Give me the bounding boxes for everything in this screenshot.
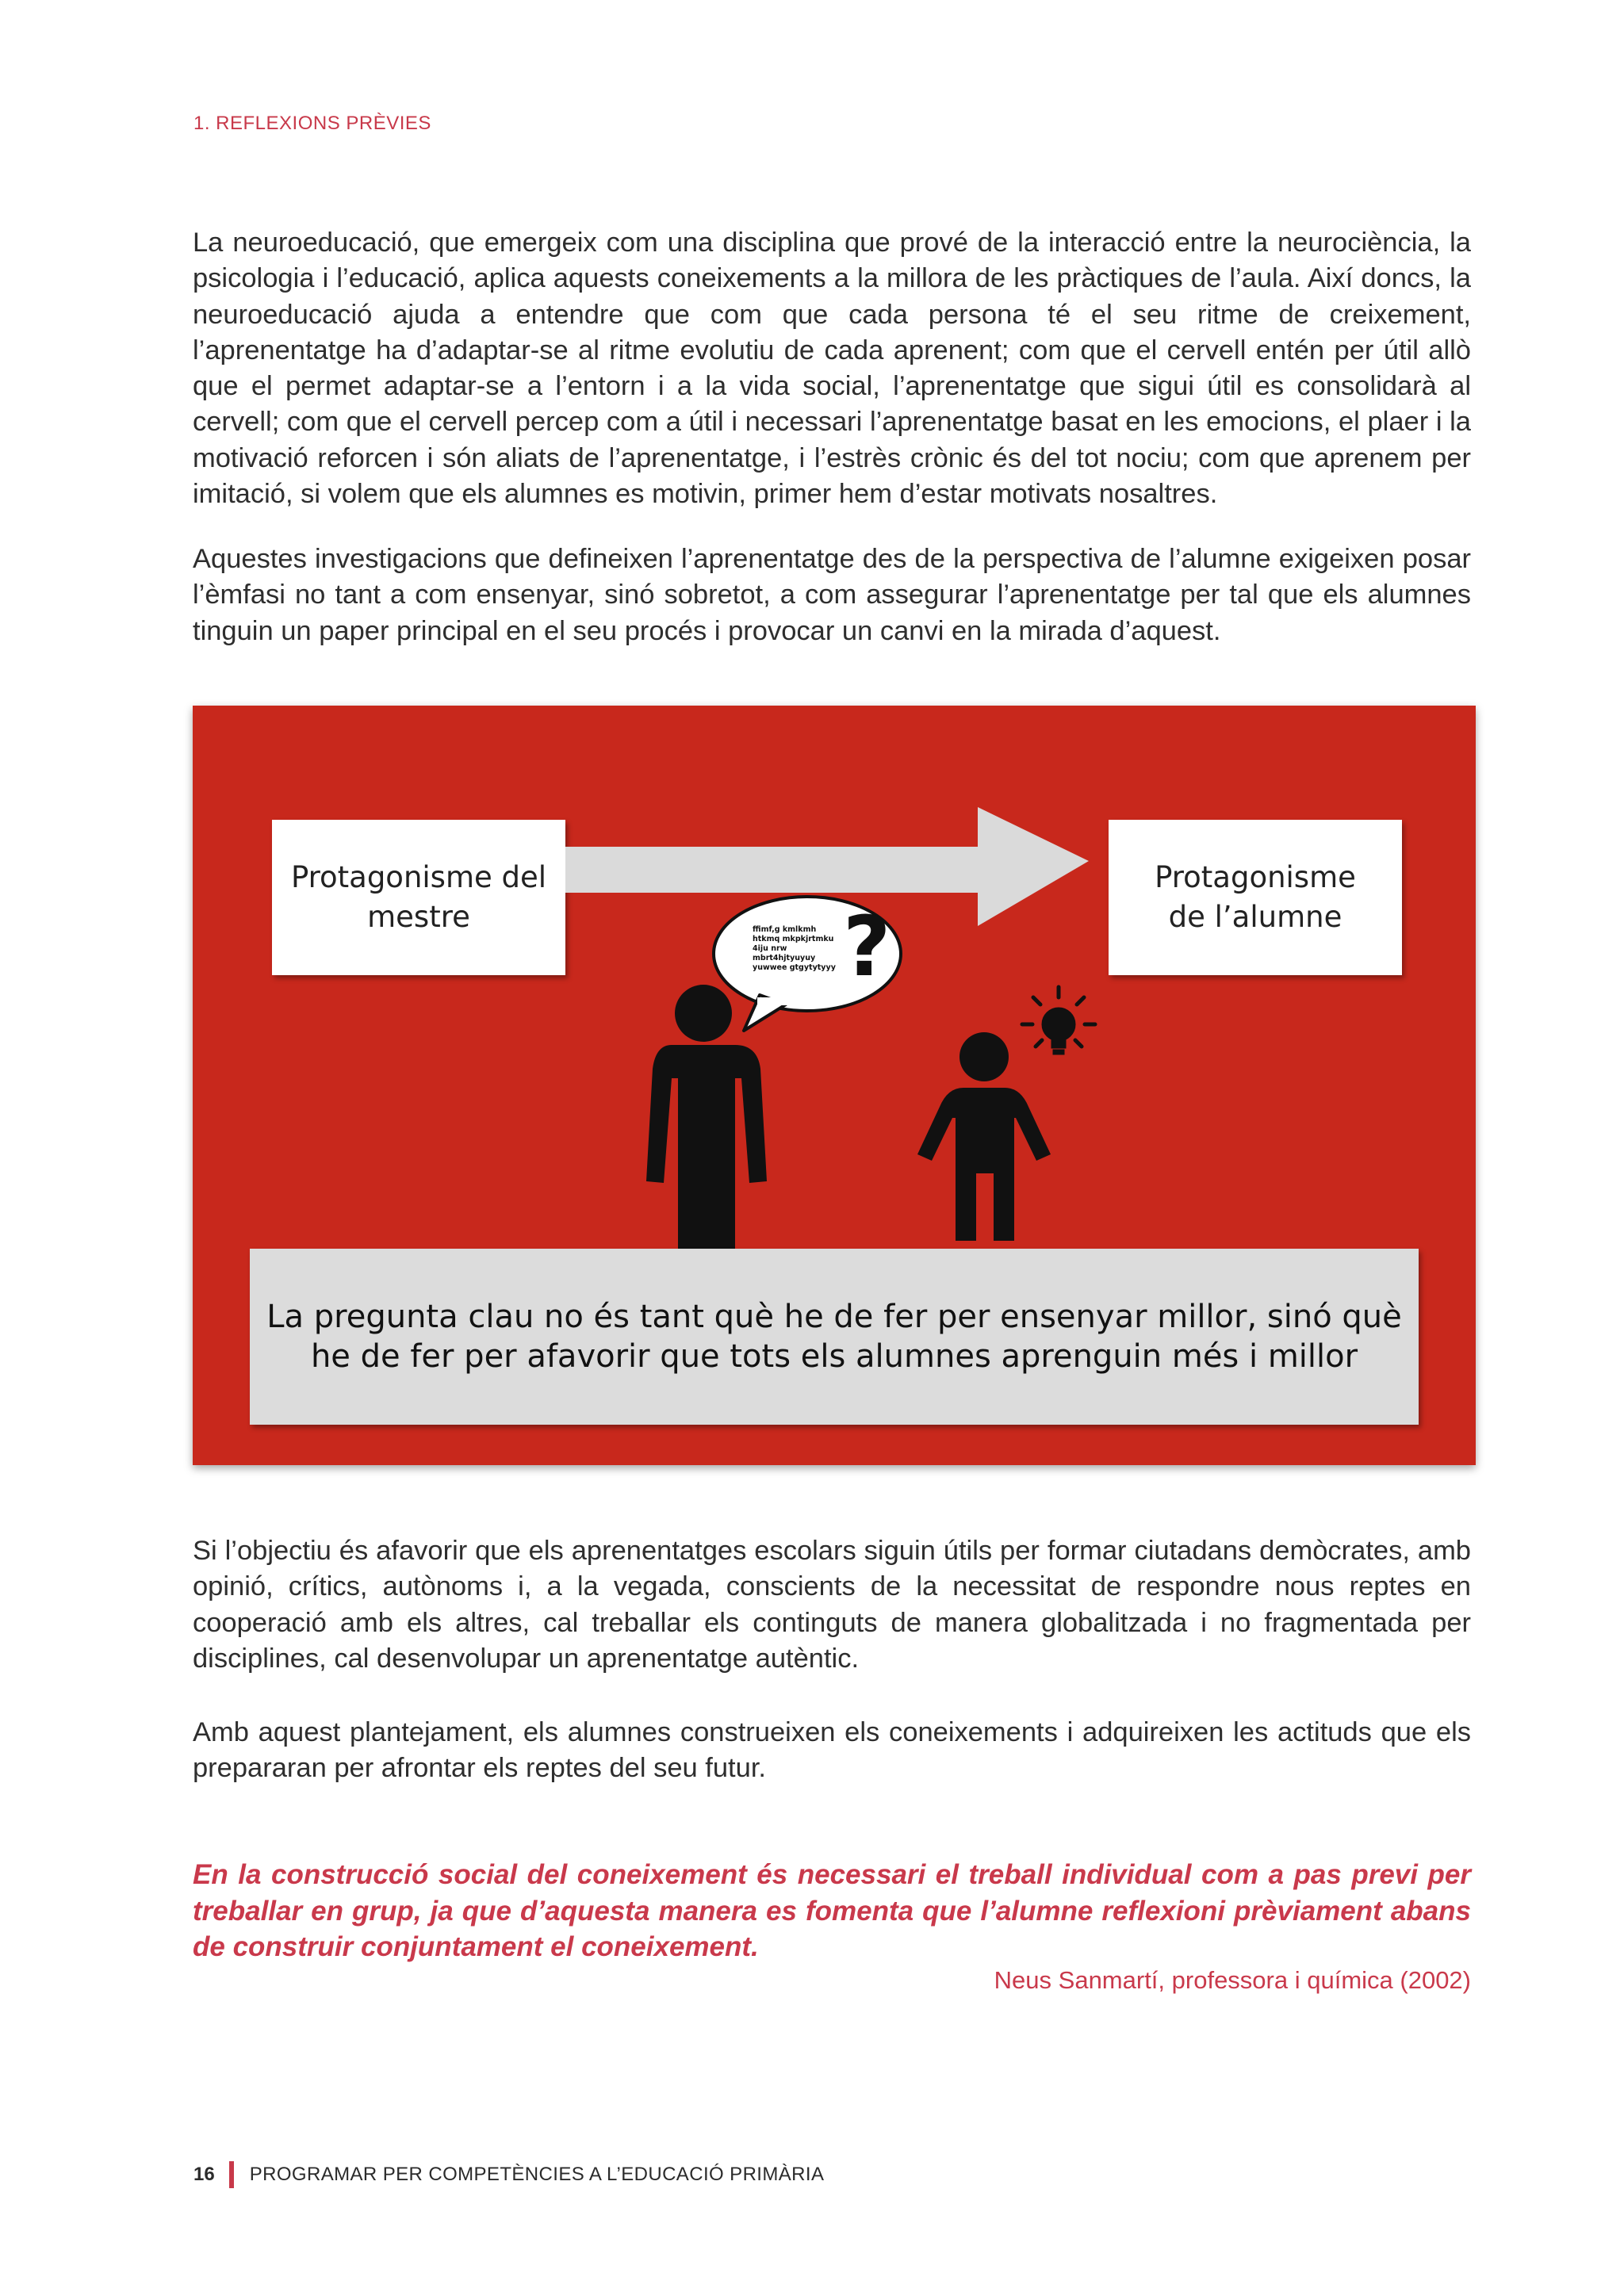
body-paragraph-2 — [193, 541, 1471, 649]
section-header: 1. REFLEXIONS PRÈVIES — [193, 113, 431, 134]
paragraph-text: Si l’objectiu és afavorir que els aprenentatges escolars siguin útils per formar ciutadans demòcrates, amb opinió, crítics, autònoms i, a la vegada, conscients de la necessitat de respondre nous reptes en cooperació amb els altres, cal treballar els continguts de manera globalitzada i no fragmentada per disciplines, cal desenvolupar un aprenentatge autèntic. — [193, 1536, 1471, 1674]
footer-divider — [229, 2161, 234, 2188]
book-title: PROGRAMAR PER COMPETÈNCIES A L’EDUCACIÓ PRIMÀRIA — [249, 2164, 825, 2185]
student-protagonism-box: Protagonisme de l’alumne — [1109, 820, 1402, 975]
bubble-scribble-text: ffimf,g kmlkmh htkmq mkpkjrtmku 4iju nrw mbrt4hjtyuyuy yuwwee gtgytytyyy — [753, 925, 836, 972]
page-number: 16 — [193, 2164, 215, 2185]
quote-author: Neus Sanmartí, professora i química (2002) — [994, 1966, 1471, 1994]
paragraph-text: Aquestes investigacions que defineixen l’aprenentatge des de la perspectiva de l’alumne exigeixen posar l’èmfasi no tant a com ensenyar, sinó sobretot, a com assegurar l’aprenentatge per tal que els alumnes tinguin un paper principal en el seu procés i provocar un canvi en la mirada d’aquest. — [193, 544, 1471, 646]
page-footer — [193, 2161, 824, 2188]
body-paragraph-4 — [193, 1715, 1471, 1787]
question-mark: ? — [843, 898, 891, 995]
teacher-protagonism-box: Protagonisme del mestre — [272, 820, 565, 975]
lightbulb-icon — [1022, 987, 1095, 1054]
student-figure-icon — [917, 1032, 1051, 1241]
paragraph-text: La neuroeducació, que emergeix com una disciplina que prové de la interacció entre la neurociència, la psicologia i l’educació, aplica aquests coneixements a la millora de les pràctiques de l’aula. Així doncs, la neuroeducació ajuda a entendre que com que cada persona té el seu ritme de creixement, l’aprenentatge ha d’adaptar-se al ritme evolutiu de cada aprenent; com que el cervell entén per útil allò que el permet adaptar-se a l’entorn i a la vida social, l’aprenentatge que sigui útil es consolidarà al cervell; com que el cervell percep com a útil i necessari l’aprenentatge basat en les emocions, el plaer i la motivació reforcen i són aliats de l’aprenentatge, i l’estrès crònic és del tot nociu; com que aprenem per imitació, si volem que els alumnes es motivin, primer hem d’estar motivats nosaltres. — [193, 228, 1471, 510]
paragraph-text: Amb aquest plantejament, els alumnes construeixen els coneixements i adquireixen les actituds que els prepararan per afrontar els reptes del seu futur. — [193, 1717, 1471, 1784]
figure-caption: La pregunta clau no és tant què he de fer per ensenyar millor, sinó què he de fer per afavorir que tots els alumnes aprenguin més i millor — [250, 1249, 1419, 1425]
body-paragraph-1 — [193, 225, 1471, 512]
highlight-quote: En la construcció social del coneixement és necessari el treball individual com a pas previ per treballar en grup, ja que d’aquesta manera es fomenta que l’alumne reflexioni prèviament abans de construir conjuntament el coneixement. — [193, 1859, 1471, 1962]
protagonism-figure — [193, 706, 1476, 1465]
body-paragraph-3 — [193, 1533, 1471, 1677]
